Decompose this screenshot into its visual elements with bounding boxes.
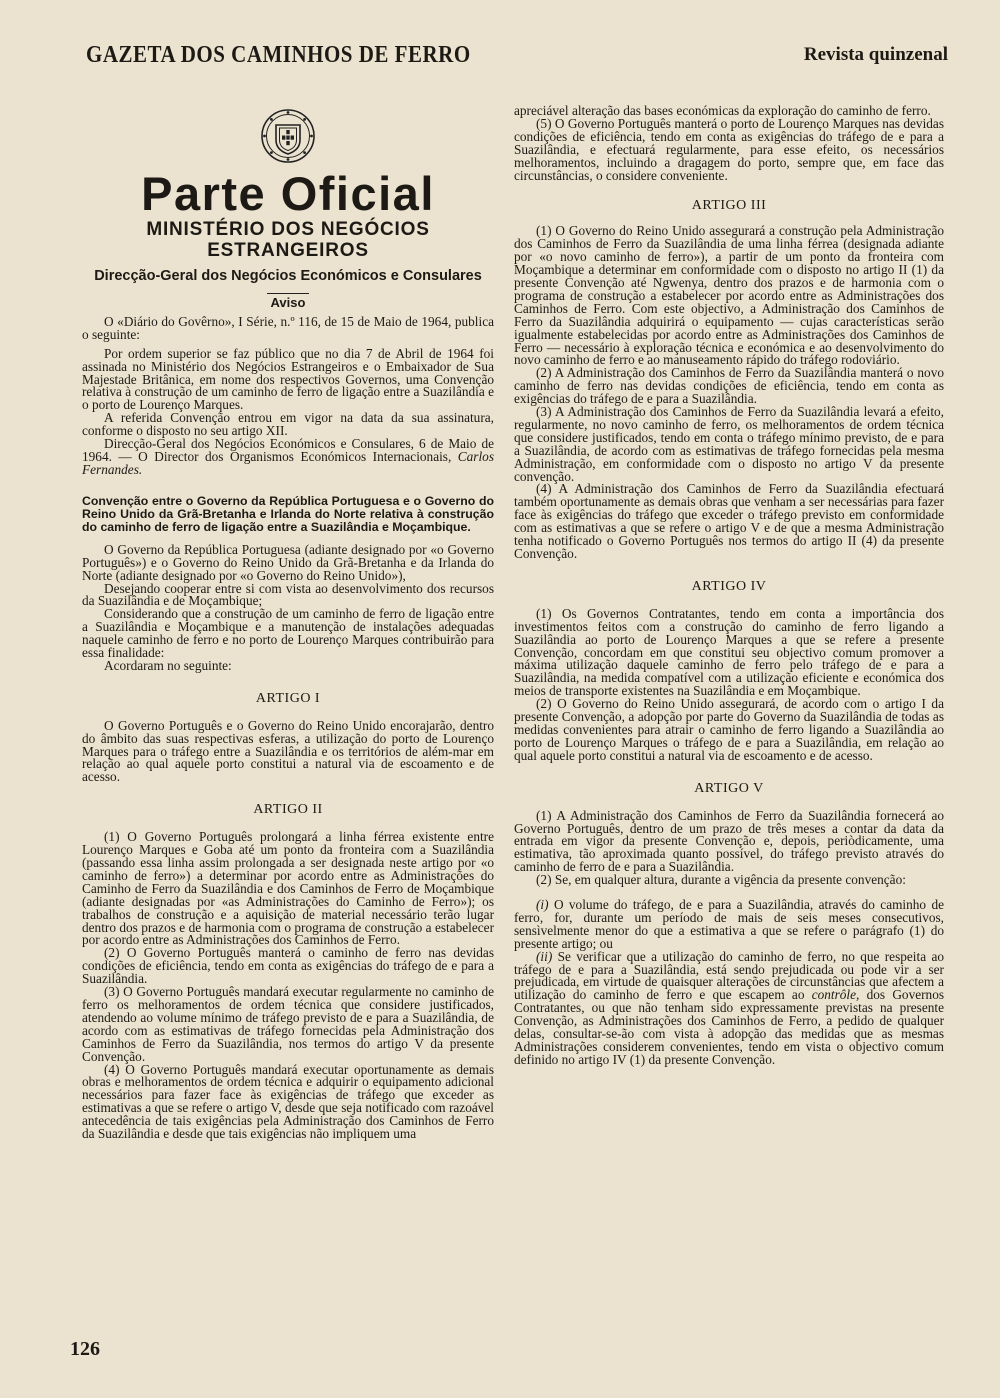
paragraph: O Governo da República Portuguesa (adiante designado por «o Governo Português») e o Governo do Reino Unido da Grã-Bretanha e da Irlanda do Norte (adiante designado por «o Governo do Reino Unido»), — [82, 541, 494, 583]
coat-of-arms-icon — [260, 108, 316, 164]
divider — [267, 293, 309, 294]
direction-heading: Direcção-Geral dos Negócios Económicos e Consulares — [94, 268, 482, 284]
item-text: Se verificar que a utilização do caminho de ferro, no que respeita ao tráfego de e para a Suazilândia, está sendo prejudicada ou pode vir a ser prejudicada, em virtude de quaisquer alterações de circunstâncias que afectem a utilização do caminho de ferro e que escapem ao — [514, 948, 944, 1003]
journal-title: GAZETA DOS CAMINHOS DE FERRO — [86, 40, 471, 68]
paragraph: Desejando cooperar entre si com vista ao desenvolvimento dos recursos da Suazilândia e de Moçambique; — [82, 580, 494, 609]
paragraph: (2) O Governo Português manterá o caminho de ferro nas devidas condições de eficiência, tendo em conta as exigências do tráfego de e para a Suazilândia. — [82, 945, 494, 987]
paragraph: Acordaram no seguinte: — [104, 657, 232, 673]
paragraph: Por ordem superior se faz público que no dia 7 de Abril de 1964 foi assinada no Ministério dos Negócios Estrangeiros e o Embaixador de Sua Majestade Britânica, em nome dos respectivos Governos, uma Convenção relativa à construção de um caminho de ferro de ligação entre a Suazilândia e o porto de Lourenço Marques. — [82, 345, 494, 413]
paragraph: (2) A Administração dos Caminhos de Ferro da Suazilândia manterá o novo caminho de ferro nas devidas condições de eficiência, tendo em conta as exigências do tráfego de e para a Suazilândia. — [514, 365, 944, 407]
paragraph: (1) O Governo Português prolongará a linha férrea existente entre Lourenço Marques e Goba até um ponto da fronteira com a Suazilândia (passando essa linha assim prolongada a ser designada neste artigo por «o caminho de ferro») a determinar por acordo entre as Administrações do Caminho de Ferro da Suazilândia e dos Caminhos de Ferro de Moçambique (adiante designadas por «as Administrações do Caminho de Ferro»); os trabalhos de construção e a aquisição de material necessário terão lugar dentro dos prazos e de harmonia com o programa de construção a estabelecer por acordo entre as Administrações dos Caminhos de Ferro. — [82, 829, 494, 948]
signatory-name: Carlos Fernandes. — [82, 448, 494, 477]
article-heading: ARTIGO II — [253, 802, 323, 818]
paragraph: Considerando que a construção de um caminho de ferro de ligação entre a Suazilândia e Moçambique e a manutenção de instalações adequadas naquele caminho de ferro e no porto de Lourenço Marques contribuirão para essa finalidade: — [82, 606, 494, 661]
list-item — [514, 948, 945, 1067]
article-heading: ARTIGO III — [691, 198, 767, 214]
paragraph: (1) O Governo do Reino Unido assegurará a construção pela Administração dos Caminhos de Ferro da Suazilândia de uma linha férrea (designada adiante por «o novo caminho de ferro»), a partir de um ponto da fronteira com Moçambique a determinar em conformidade com o disposto no artigo II (1) da presente Convenção até Ngwenya, dentro dos prazos e de harmonia com o programa de construção a estabelecer por acordo entre as Administrações dos Caminhos de Ferro. Com este objectivo, a Administração dos Caminhos de Ferro da Suazilândia adquirirá o equipamento — cujas características serão igualmente estabelecidas por acordo entre as Administrações dos Caminhos de Ferro — necessário à exploração técnica e económica e ao desenvolvimento do novo caminho de ferro e ao manuseamento rápido do tráfego rodoviário. — [514, 223, 944, 368]
item-text: O volume do tráfego, de e para a Suazilândia, através do caminho de ferro, for, durante um período de mais de seis meses consecutivos, sensìvelmente menor do que a estimativa a que se refere o parágrafo (1) do presente artigo; ou — [514, 897, 944, 951]
section-title: Parte Oficial — [141, 167, 435, 220]
paragraph: (3) A Administração dos Caminhos de Ferro da Suazilândia levará a efeito, regularmente, no novo caminho de ferro, os melhoramentos de ordem técnica que considere justificados, tendo em conta o tráfego mínimo previsto, de e para a Suazilândia, de acordo com as estimativas de tráfego fornecidas pela mesma Administração, em conformidade com o disposto no artigo V da presente convenção. — [514, 404, 944, 484]
journal-subtitle: Revista quinzenal — [803, 44, 948, 65]
paragraph: A referida Convenção entrou em vigor na data da sua assinatura, conforme o disposto no seu artigo XII. — [82, 410, 494, 439]
paragraph: (4) A Administração dos Caminhos de Ferro da Suazilândia efectuará também oportunamente as demais obras que venham a ser necessárias para fazer face às exigências do tráfego que exceder o tráfego previsto em conformidade com as estimativas a que se refere o artigo V e de que a mesma Administração tenha notificado o Governo Português nos termos do artigo II (4) da presente Convenção. — [514, 481, 944, 561]
ministry-heading: MINISTÉRIO DOS NEGÓCIOS ESTRANGEIROS — [146, 219, 430, 261]
signature-line: Direcção-Geral dos Negócios Económicos e Consulares, 6 de Maio de 1964. — O Director dos Organismos Económicos Internacionais, — [82, 436, 494, 464]
item-text: dos Governos Contratantes, ou que não tenham sido expressamente previstas na presente Convenção, as Administrações dos Caminhos de Ferro, a pedido de qualquer delas, consultar-se-ão com vista à adopção das medidas que as mesmas Administrações considerem convenientes, tendo em vista o objectivo comum definido no artigo IV (1) da presente Convenção. — [514, 987, 945, 1067]
page-number: 126 — [70, 1338, 100, 1360]
paragraph: (1) A Administração dos Caminhos de Ferro da Suazilândia fornecerá ao Governo Português, dentro de um prazo de três meses a contar da data da entrada em vigor da presente Convenção e, depois, periòdicamente, uma estimativa, tão aproximada quanto possível, do tráfego previsto através do caminho de ferro de e para a Suazilândia. — [514, 807, 944, 875]
article-heading: ARTIGO IV — [691, 578, 767, 594]
paragraph: (4) O Governo Português mandará executar oportunamente as demais obras e melhoramentos de ordem técnica e adquirir o equipamento adicional necessários para fazer face às exigências de tráfego que exceder as estimativas a que se refere o artigo V, desde que seja notificado com razoável antecedência de tais exigências pela Administração dos Caminhos de Ferro da Suazilândia e desde que tais exigências não impliquem uma — [82, 1061, 494, 1142]
article-heading: ARTIGO I — [255, 690, 321, 706]
paragraph: apreciável alteração das bases económicas da exploração do caminho de ferro. — [514, 103, 931, 118]
paragraph: (2) O Governo do Reino Unido assegurará, de acordo com o artigo I da presente Convenção, a adopção por parte do Governo da Suazilândia de todas as medidas convenientes para atrair o caminho de ferro ligando a Suazilândia ao porto de Lourenço Marques o tráfego de e para a Suazilândia, em relação ao qual aquele porto constitui a natural via de escoamento e de acesso. — [514, 696, 944, 763]
list-item — [514, 899, 944, 951]
paragraph: O Governo Português e o Governo do Reino Unido encorajarão, dentro do âmbito das suas respectivas esferas, a utilização do porto de Lourenço Marques para o tráfego entre a Suazilândia e os territórios de além-mar em relação ao qual aquele porto constitui a natural via de escoamento e de acesso. — [82, 717, 494, 785]
paragraph: O «Diário do Govêrno», I Série, n.º 116, de 15 de Maio de 1964, publica o seguinte: — [82, 313, 494, 342]
item-emphasis: contrôle, — [811, 987, 860, 1003]
paragraph — [82, 438, 494, 477]
paragraph: (1) Os Governos Contratantes, tendo em conta a importância dos investimentos feitos com a construção do caminho de ferro ligando a Suazilândia ao porto de Lourenço Marques a que se refere a presente Convenção, concordam em que constitui seu objectivo comum promover a máxima utilização daquele caminho de ferro pelo tráfego de e para a Suazilândia, na medida compatível com a utilização eficiente e económica dos meios de transporte existentes na Suazilândia e em Moçambique. — [514, 605, 944, 699]
left-column — [82, 106, 494, 1141]
paragraph: (2) Se, em qualquer altura, durante a vigência da presente convenção: — [536, 872, 906, 888]
article-heading: ARTIGO V — [694, 780, 764, 796]
paragraph: (5) O Governo Português manterá o porto de Lourenço Marques nas devidas condições de eficiência, tendo em conta as exigências do tráfego de e para a Suazilândia, e efectuará regularmente, para esse efeito, os necessários melhoramentos, incluindo a dragagem do porto, sempre que, em face das circunstâncias, o considere conveniente. — [514, 115, 944, 183]
notice-heading: Aviso — [270, 295, 306, 310]
item-label: (ii) — [536, 948, 553, 964]
convention-title: Convenção entre o Governo da República Portuguesa e o Governo do Reino Unido da Grã-Bretanha e Irlanda do Norte relativa à construção do caminho de ferro de ligação entre a Suazilândia e Moçambique. — [82, 493, 494, 534]
item-label: (i) — [536, 897, 549, 913]
paragraph: (3) O Governo Português mandará executar regularmente no caminho de ferro os melhoramentos de ordem técnica que considere justificados, atendendo ao volume mínimo de tráfego previsto de e para a Suazilândia, de acordo com as estimativas de tráfego fornecidas pela Administração dos Caminhos de Ferro da Suazilândia, nos termos do artigo V da presente Convenção. — [82, 984, 494, 1064]
right-column — [514, 105, 944, 1067]
